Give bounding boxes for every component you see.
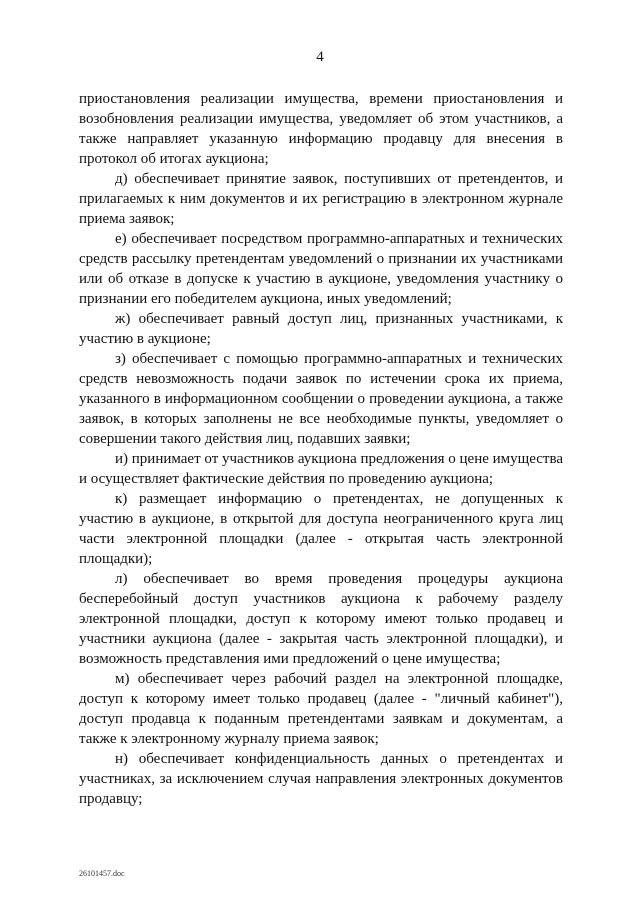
paragraph-item-zh: ж) обеспечивает равный доступ лиц, признанных участниками, к участию в аукционе; xyxy=(79,311,563,347)
paragraph-item-n: н) обеспечивает конфиденциальность данных о претендентах и участниках, за исключением случая направления электронных документов продавцу; xyxy=(79,751,563,807)
paragraph-item-k: к) размещает информацию о претендентах, не допущенных к участию в аукционе, в открытой для доступа неограниченного круга лиц части электронной площадки (далее - открытая часть электронной площадки); xyxy=(79,491,563,567)
paragraph-item-e: е) обеспечивает посредством программно-аппаратных и технических средств рассылку претендентам уведомлений о признании их участниками или об отказе в допуске к участию в аукционе, уведомления участнику о признании его победителем аукциона, иных уведомлений; xyxy=(79,231,563,307)
paragraph-item-d: д) обеспечивает принятие заявок, поступивших от претендентов, и прилагаемых к ним документов и их регистрацию в электронном журнале приема заявок; xyxy=(79,171,563,227)
paragraph-item-l: л) обеспечивает во время проведения процедуры аукциона бесперебойный доступ участников аукциона к рабочему разделу электронной площадки, доступ к которому имеют только продавец и участники аукциона (далее - закрытая часть электронной площадки), и возможность представления ими предложений о цене имущества; xyxy=(79,571,563,667)
footer-filename: 26101457.doc xyxy=(79,869,125,878)
paragraph-item-z: з) обеспечивает с помощью программно-аппаратных и технических средств невозможность подачи заявок по истечении срока их приема, указанного в информационном сообщении о проведении аукциона, а также заявок, в которых заполнены не все необходимые пункты, уведомляет о совершении такого действия лиц, подавших заявки; xyxy=(79,351,563,447)
page-number: 4 xyxy=(316,49,324,65)
paragraph-item-m: м) обеспечивает через рабочий раздел на электронной площадке, доступ к которому имеет только продавец (далее - "личный кабинет"), доступ продавца к поданным претендентами заявкам и документам, а также к электронному журналу приема заявок; xyxy=(79,671,563,747)
paragraph-item-i: и) принимает от участников аукциона предложения о цене имущества и осуществляет фактические действия по проведению аукциона; xyxy=(79,451,563,487)
paragraph-continuation: приостановления реализации имущества, времени приостановления и возобновления реализации имущества, уведомляет об этом участников, а также направляет указанную информацию продавцу для внесения в протокол об итогах аукциона; xyxy=(79,91,563,167)
document-body xyxy=(79,89,563,809)
